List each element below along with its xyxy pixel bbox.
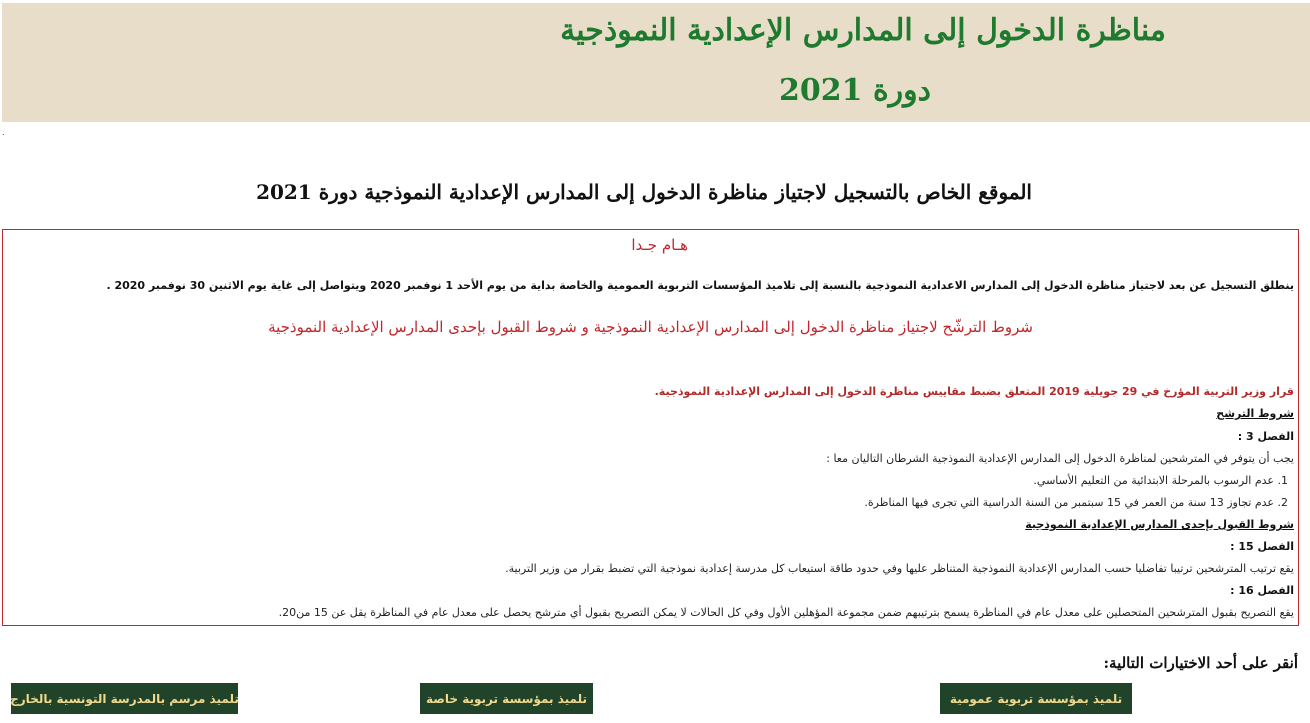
article-3-label: الفصل 3 : (1237, 430, 1294, 443)
conditions-heading: شروط الترشّح لاجتياز مناظرة الدخول إلى المدارس الإعدادية النموذجية و شروط القبول بإحدى المدارس الإعدادية النموذجية (268, 318, 1033, 336)
important-label: هـام جـدا (631, 236, 688, 254)
decree-text: قرار وزير التربية المؤرخ في 29 جويلية 2019 المتعلق بضبط مقاييس مناظرة الدخول إلى المدارس الإعدادية النموذجية. (654, 385, 1294, 398)
public-school-student-button[interactable]: تلميذ بمؤسسة تربوية عمومية (940, 683, 1132, 714)
candidacy-title: شروط الترشح (1216, 407, 1294, 420)
article-15-text: يقع ترتيب المترشحين ترتيبا تفاضليا حسب المدارس الإعدادية النموذجية المتناظر عليها وفي حدود طاقة استيعاب كل مدرسة إعدادية نموذجية التي تضبط بقرار من وزير التربية. (505, 562, 1294, 575)
article-16-text: يقع التصريح بقبول المترشحين المتحصلين على معدل عام في المناظرة يسمح بترتيبهم ضمن مجموعة المؤهلين الأول وفي كل الحالات لا يمكن التصريح بقبول أي مترشح يحصل على معدل عام في المناظرة يقل عن 15 من20. (278, 606, 1294, 619)
acceptance-title: شروط القبول بإحدى المدارس الإعدادية النموذجية (1025, 518, 1294, 531)
article-3-text: يجب أن يتوفر في المترشحين لمناظرة الدخول إلى المدارس الإعدادية النموذجية الشرطان التاليان معا : (826, 452, 1294, 465)
private-school-student-button[interactable]: تلميذ بمؤسسة تربوية خاصة (420, 683, 593, 714)
header-title: مناظرة الدخول إلى المدارس الإعدادية النموذجية (560, 13, 1166, 48)
condition-1: 1. عدم الرسوب بالمرحلة الابتدائية من التعليم الأساسي. (1033, 474, 1288, 487)
abroad-school-student-button[interactable]: تلميذ مرسم بالمدرسة التونسية بالخارج (11, 683, 238, 714)
notice-box (2, 229, 1299, 626)
page-header (2, 3, 1310, 122)
header-session: دورة 2021 (779, 73, 931, 108)
condition-2: 2. عدم تجاوز 13 سنة من العمر في 15 سبتمبر من السنة الدراسية التي تجرى فيها المناظرة. (864, 496, 1288, 509)
article-15-label: الفصل 15 : (1230, 540, 1294, 553)
registration-intro: ينطلق التسجيل عن بعد لاجتياز مناظرة الدخول إلى المدارس الاعدادية النموذجية بالنسبة إلى تلاميذ المؤسسات التربوية العمومية والخاصة بداية من يوم الأحد 1 نوفمبر 2020 ويتواصل إلى غاية يوم الاثنين 30 نوفمبر 2020 . (106, 279, 1294, 292)
choose-option-label: أنقر على أحد الاختيارات التالية: (1103, 654, 1298, 672)
stray-dot: . (2, 128, 5, 137)
article-16-label: الفصل 16 : (1230, 584, 1294, 597)
site-title: الموقع الخاص بالتسجيل لاجتياز مناظرة الدخول إلى المدارس الإعدادية النموذجية دورة 2021 (256, 180, 1032, 204)
